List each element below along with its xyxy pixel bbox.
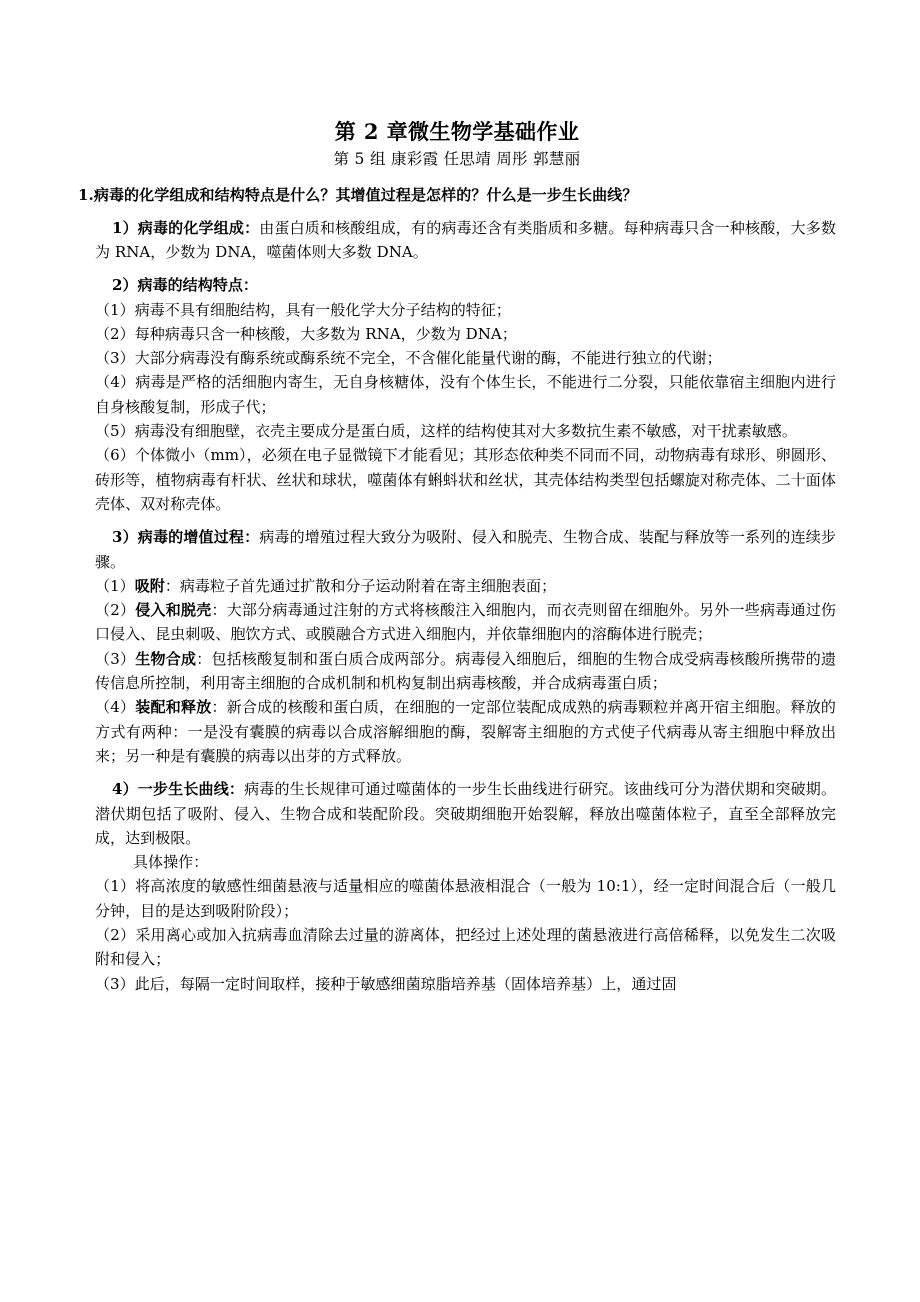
document-content	[78, 118, 836, 996]
section-lead-4: 4）一步生长曲线：	[112, 780, 245, 799]
list-item	[78, 574, 836, 598]
section-body-4: 病毒的生长规律可通过噬菌体的一步生长曲线进行研究。该曲线可分为潜伏期和突破期。潜伏期包括了吸附、侵入、生物合成和装配阶段。突破期细胞开始裂解，释放出噬菌体粒子，直至全部释放完成，达到极限。	[95, 780, 836, 847]
list-item: （4）病毒是严格的活细胞内寄生，无自身核糖体，没有个体生长，不能进行二分裂，只能依靠宿主细胞内进行自身核酸复制，形成子代；	[95, 373, 836, 416]
section-lead-1: 1）病毒的化学组成：	[112, 218, 260, 237]
list-item: （2）采用离心或加入抗病毒血清除去过量的游离体，把经过上述处理的菌悬液进行高倍稀释，以免发生二次吸附和侵入；	[95, 926, 836, 969]
section-body-1: 由蛋白质和核酸组成，有的病毒还含有类脂质和多糖。每种病毒只含一种核酸，大多数为 RNA，少数为 DNA，噬菌体则大多数 DNA。	[95, 218, 836, 261]
page-subtitle: 第 5 组 康彩霞 任思靖 周彤 郭慧丽	[333, 149, 581, 168]
question-heading: 1.病毒的化学组成和结构特点是什么？其增值过程是怎样的？什么是一步生长曲线？	[78, 186, 638, 205]
list-item-prefix: （2）	[95, 601, 136, 620]
list-item: （1）病毒不具有细胞结构，具有一般化学大分子结构的特征；	[95, 300, 511, 319]
list-item: （3）此后，每隔一定时间取样，接种于敏感细菌琼脂培养基（固体培养基）上，通过固	[95, 974, 677, 993]
section-lead-2: 2）病毒的结构特点：	[112, 276, 258, 295]
page-title: 第 2 章微生物学基础作业	[334, 119, 580, 144]
sub-label-specific-operation: 具体操作：	[133, 853, 209, 872]
list-item-text: ：包括核酸复制和蛋白质合成两部分。病毒侵入细胞后，细胞的生物合成受病毒核酸所携带的遗传信息所控制，利用寄主细胞的合成机制和机构复制出病毒核酸，并合成病毒蛋白质；	[95, 649, 836, 693]
list-item: （5）病毒没有细胞壁，衣壳主要成分是蛋白质，这样的结构使其对大多数抗生素不敏感，对干扰素敏感。	[95, 422, 797, 441]
list-item-lead: 生物合成	[135, 649, 197, 668]
list-item-text: ：大部分病毒通过注射的方式将核酸注入细胞内，而衣壳则留在细胞外。另外一些病毒通过伤口侵入、昆虫刺吸、胞饮方式、或膜融合方式进入细胞内，并依靠细胞内的溶酶体进行脱壳；	[95, 601, 836, 644]
list-item	[78, 647, 836, 696]
list-item: （3）大部分病毒没有酶系统或酶系统不完全，不含催化能量代谢的酶，不能进行独立的代谢；	[95, 349, 722, 368]
section-body-3: 病毒的增殖过程大致分为吸附、侵入和脱壳、生物合成、装配与释放等一系列的连续步骤。	[95, 528, 836, 571]
section-heading-4	[78, 777, 836, 850]
list-item-lead: 侵入和脱壳	[135, 601, 212, 620]
section-lead-3: 3）病毒的增值过程：	[112, 528, 260, 547]
list-item-prefix: （4）	[95, 698, 136, 717]
section-heading-1	[78, 216, 836, 265]
list-item-prefix: （1）	[95, 576, 135, 595]
section-heading-3	[78, 525, 836, 574]
list-item-prefix: （3）	[95, 649, 136, 668]
list-item-lead: 吸附	[134, 576, 165, 595]
list-item-lead: 装配和释放	[135, 698, 212, 717]
list-item-text: ：病毒粒子首先通过扩散和分子运动附着在寄主细胞表面；	[164, 576, 557, 595]
list-item: （6）个体微小（mm），必须在电子显微镜下才能看见；其形态依种类不同而不同，动物病毒有球形、卵圆形、砖形等，植物病毒有杆状、丝状和球状，噬菌体有蝌蚪状和丝状，其壳体结构类型包括螺旋对称壳体、二十面体壳体、双对称壳体。	[95, 446, 836, 513]
list-item	[78, 598, 836, 647]
list-item: （1）将高浓度的敏感性细菌悬液与适量相应的噬菌体悬液相混合（一般为 10:1），经一定时间混合后（一般几分钟，目的是达到吸附阶段）；	[95, 877, 836, 920]
list-item: （2）每种病毒只含一种核酸，大多数为 RNA，少数为 DNA；	[95, 324, 517, 343]
section-heading-2	[78, 273, 836, 297]
list-item	[78, 695, 836, 768]
list-item-text: ：新合成的核酸和蛋白质，在细胞的一定部位装配成成熟的病毒颗粒并离开宿主细胞。释放的方式有两种：一是没有囊膜的病毒以合成溶解细胞的酶，裂解寄主细胞的方式使子代病毒从寄主细胞中释放出来；另一种是有囊膜的病毒以出芽的方式释放。	[95, 698, 836, 765]
